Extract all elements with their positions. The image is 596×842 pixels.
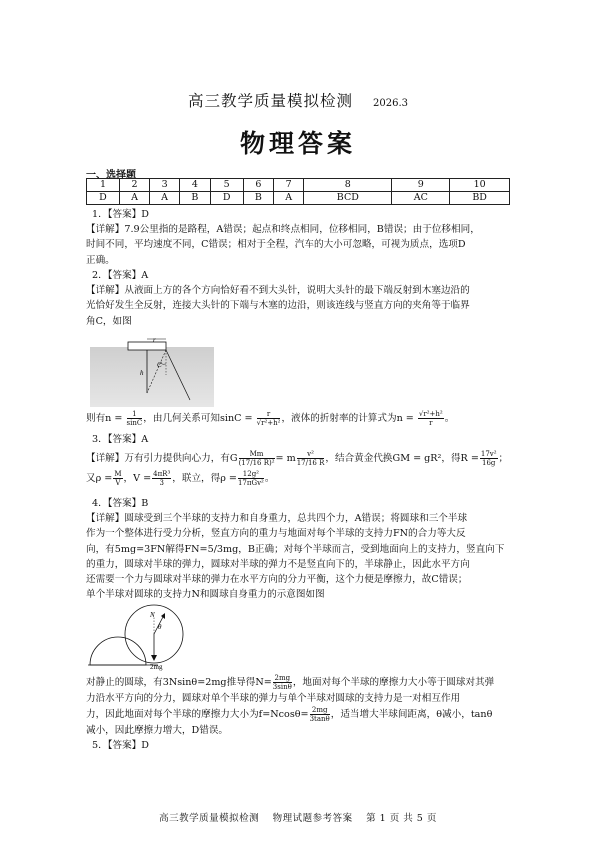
fraction bbox=[238, 470, 264, 487]
answer-choice: B bbox=[243, 192, 274, 205]
q4-conclusion bbox=[86, 674, 510, 754]
answer-choice: A bbox=[274, 192, 304, 205]
q4-line: 单个半球对圆球的支持力N和圆球自身重力的示意图如图 bbox=[86, 589, 325, 601]
fraction bbox=[418, 410, 444, 427]
answer-number: 3 bbox=[150, 179, 180, 192]
answer-choice: D bbox=[210, 192, 243, 205]
fig-label-n: N bbox=[150, 611, 155, 619]
page-footer: 高三教学质量模拟检测 物理试题参考答案 第 1 页 共 5 页 bbox=[159, 813, 437, 824]
q4-text: 力，因此地面对每个半球的摩擦力大小为f=Ncosθ= bbox=[86, 709, 309, 721]
q4-line: 向，有5mg=3FN解得FN=5/3mg，B正确；对每个半球而言，受到地面向上的支持力，竖直向下 bbox=[86, 543, 505, 555]
denominator: 3sinθ bbox=[272, 683, 292, 691]
fig-label-c: C bbox=[157, 361, 162, 369]
q3-line-1 bbox=[86, 450, 510, 467]
header-title: 高三教学质量模拟检测 bbox=[187, 92, 353, 110]
q4-text: 对静止的圆球，有3Nsinθ=2mg推导得N= bbox=[86, 677, 272, 688]
answer-number: 5 bbox=[210, 179, 243, 192]
q4-line: 作为一个整体进行受力分析，竖直方向的重力与地面对每个半球的支持力FN的合力等大反 bbox=[86, 528, 466, 540]
fraction bbox=[297, 450, 325, 467]
fig-label-r: r bbox=[153, 336, 156, 344]
fraction bbox=[310, 706, 330, 723]
answer-number: 4 bbox=[180, 179, 211, 192]
q2-line: 【详解】从液面上方的各个方向恰好看不到大头针，说明大头针的最下端反射到木塞边沿的 bbox=[86, 285, 470, 297]
q1-block bbox=[86, 207, 510, 268]
numerator: 1 bbox=[127, 410, 143, 419]
page-header bbox=[0, 89, 596, 111]
denominator: (17/16 R)² bbox=[238, 459, 275, 468]
q2-formula-text: ，由几何关系可知sinC = bbox=[143, 413, 253, 424]
answer-number: 6 bbox=[243, 179, 274, 192]
fraction bbox=[113, 470, 122, 487]
denominator: 17/16 R bbox=[296, 459, 325, 468]
q4-line: 【详解】圆球受到三个半球的支持力和自身重力，总共四个力，A错误；将圆球和三个半球 bbox=[86, 513, 468, 525]
refraction-figure bbox=[90, 335, 214, 407]
answer-number: 2 bbox=[119, 179, 149, 192]
fraction bbox=[152, 470, 171, 487]
q4-line-9 bbox=[86, 706, 510, 723]
q2-formula-text: 则有n = bbox=[86, 413, 123, 424]
q4-line-7 bbox=[86, 674, 510, 691]
header-date: 2026.3 bbox=[373, 98, 408, 109]
hemisphere bbox=[90, 637, 146, 665]
numerator: v² bbox=[297, 450, 325, 459]
cork bbox=[128, 342, 166, 350]
numerator: 4πR³ bbox=[153, 470, 171, 479]
answer-table-numbers-row bbox=[87, 179, 510, 192]
q3-text: ，V = bbox=[123, 473, 152, 485]
q2-answer-head: 2．【答案】A bbox=[92, 270, 149, 281]
q2-block bbox=[86, 268, 510, 329]
denominator: √r²+h² bbox=[256, 419, 281, 427]
fig-label-h: h bbox=[140, 369, 144, 377]
answer-choice: B bbox=[180, 192, 211, 205]
answer-table-answers-row bbox=[87, 192, 510, 205]
q4-line: 还需要一个力与圆球对半球的弹力在水平方向的分力平衡，这个力便是摩擦力，故C错误； bbox=[86, 574, 468, 586]
q3-text: 。 bbox=[264, 473, 275, 485]
answer-table bbox=[86, 178, 510, 205]
document-title: 物理答案 bbox=[239, 129, 356, 158]
denominator: 3tanθ bbox=[309, 715, 330, 724]
fig-label-theta: θ bbox=[158, 623, 162, 631]
q3-line-2 bbox=[86, 470, 510, 487]
denominator: r bbox=[429, 419, 433, 427]
q4-line-8: 力沿水平方向的分力，圆球对单个半球的弹力与单个半球对圆球的支持力是一对相互作用 bbox=[86, 693, 461, 704]
numerator: √r²+h² bbox=[418, 410, 443, 418]
q4-line-10: 减小，因此摩擦力增大，D错误。 bbox=[86, 725, 229, 737]
numerator: 2mg bbox=[274, 674, 291, 682]
q1-line: 【详解】7.9公里指的是路程，A错误；起点和终点相同，位移相同，B错误；由于位移相同， bbox=[86, 224, 480, 236]
denominator: 16g bbox=[482, 459, 496, 468]
q2-line: 光恰好发生全反射，连接大头针的下端与木塞的边沿，则该连线与竖直方向的夹角等于临界 bbox=[86, 300, 470, 312]
q1-answer-head: 1．【答案】D bbox=[92, 209, 149, 220]
fraction bbox=[257, 410, 281, 427]
answer-choice: BD bbox=[450, 192, 510, 205]
q4-text: ，地面对每个半球的摩擦力大小等于圆球对其弹 bbox=[292, 677, 495, 688]
q3-text: ，联立，得ρ = bbox=[172, 473, 237, 485]
q4-text: ，适当增大半球间距离，θ减小，tanθ bbox=[330, 709, 493, 721]
answer-choice: D bbox=[87, 192, 120, 205]
numerator: M bbox=[114, 470, 122, 479]
q3-text: ，结合黄金代换GM = gR²，得R = bbox=[325, 453, 479, 465]
q4-answer-head: 4．【答案】B bbox=[92, 498, 149, 509]
q2-line: 角C，如图 bbox=[86, 315, 132, 327]
normal-force-arrow-head bbox=[161, 613, 165, 619]
fig-label-2mg: 2mg bbox=[150, 663, 163, 671]
answer-number: 9 bbox=[392, 179, 450, 192]
section-heading: 一、选择题 bbox=[86, 170, 136, 181]
q3-text: 【详解】万有引力提供向心力，有G bbox=[86, 453, 238, 465]
answer-choice: A bbox=[150, 192, 180, 205]
q1-line: 时间不同，平均速度不同，C错误；相对于全程，汽车的大小可忽略，可视为质点，选项D bbox=[86, 239, 466, 251]
q3-answer-head: 3．【答案】A bbox=[92, 434, 149, 445]
denominator: sinC bbox=[126, 419, 143, 427]
q2-formula-text: 。 bbox=[444, 413, 455, 424]
answer-number: 10 bbox=[450, 179, 510, 192]
fraction bbox=[273, 674, 292, 691]
denominator: 3 bbox=[159, 479, 164, 488]
fraction bbox=[127, 410, 143, 427]
numerator: 17v² bbox=[480, 450, 497, 459]
q4-block bbox=[86, 496, 510, 602]
answer-choice: BCD bbox=[304, 192, 392, 205]
q2-formula-line bbox=[86, 410, 510, 427]
denominator: 17πGv² bbox=[237, 479, 264, 488]
q5-answer-head: 5．【答案】D bbox=[92, 740, 149, 752]
sphere-force-figure bbox=[88, 603, 198, 673]
liquid-region bbox=[90, 347, 214, 407]
denominator: V bbox=[115, 479, 121, 488]
q1-line: 正确。 bbox=[86, 254, 115, 266]
answer-number: 7 bbox=[274, 179, 304, 192]
q3-text: ； bbox=[498, 453, 509, 465]
q4-line: 的重力，圆球对半球的弹力，圆球对半球的弹力不是竖直向下的，半球静止，因此水平方向 bbox=[86, 558, 470, 570]
answer-choice: AC bbox=[392, 192, 450, 205]
q3-block bbox=[86, 432, 510, 487]
q2-formula-text: ，液体的折射率的计算式为n = bbox=[281, 413, 414, 424]
fraction bbox=[480, 450, 498, 467]
q3-text: = m bbox=[275, 453, 296, 465]
gravity-arrow-head bbox=[151, 655, 157, 661]
answer-number: 1 bbox=[87, 179, 120, 192]
numerator: 2mg bbox=[310, 706, 330, 715]
numerator: r bbox=[257, 410, 281, 419]
q3-text: 又ρ = bbox=[86, 473, 113, 485]
numerator: 12g² bbox=[238, 470, 264, 479]
answer-number: 8 bbox=[304, 179, 392, 192]
numerator: Mm bbox=[239, 450, 275, 459]
fraction bbox=[239, 450, 275, 467]
answer-choice: A bbox=[119, 192, 149, 205]
